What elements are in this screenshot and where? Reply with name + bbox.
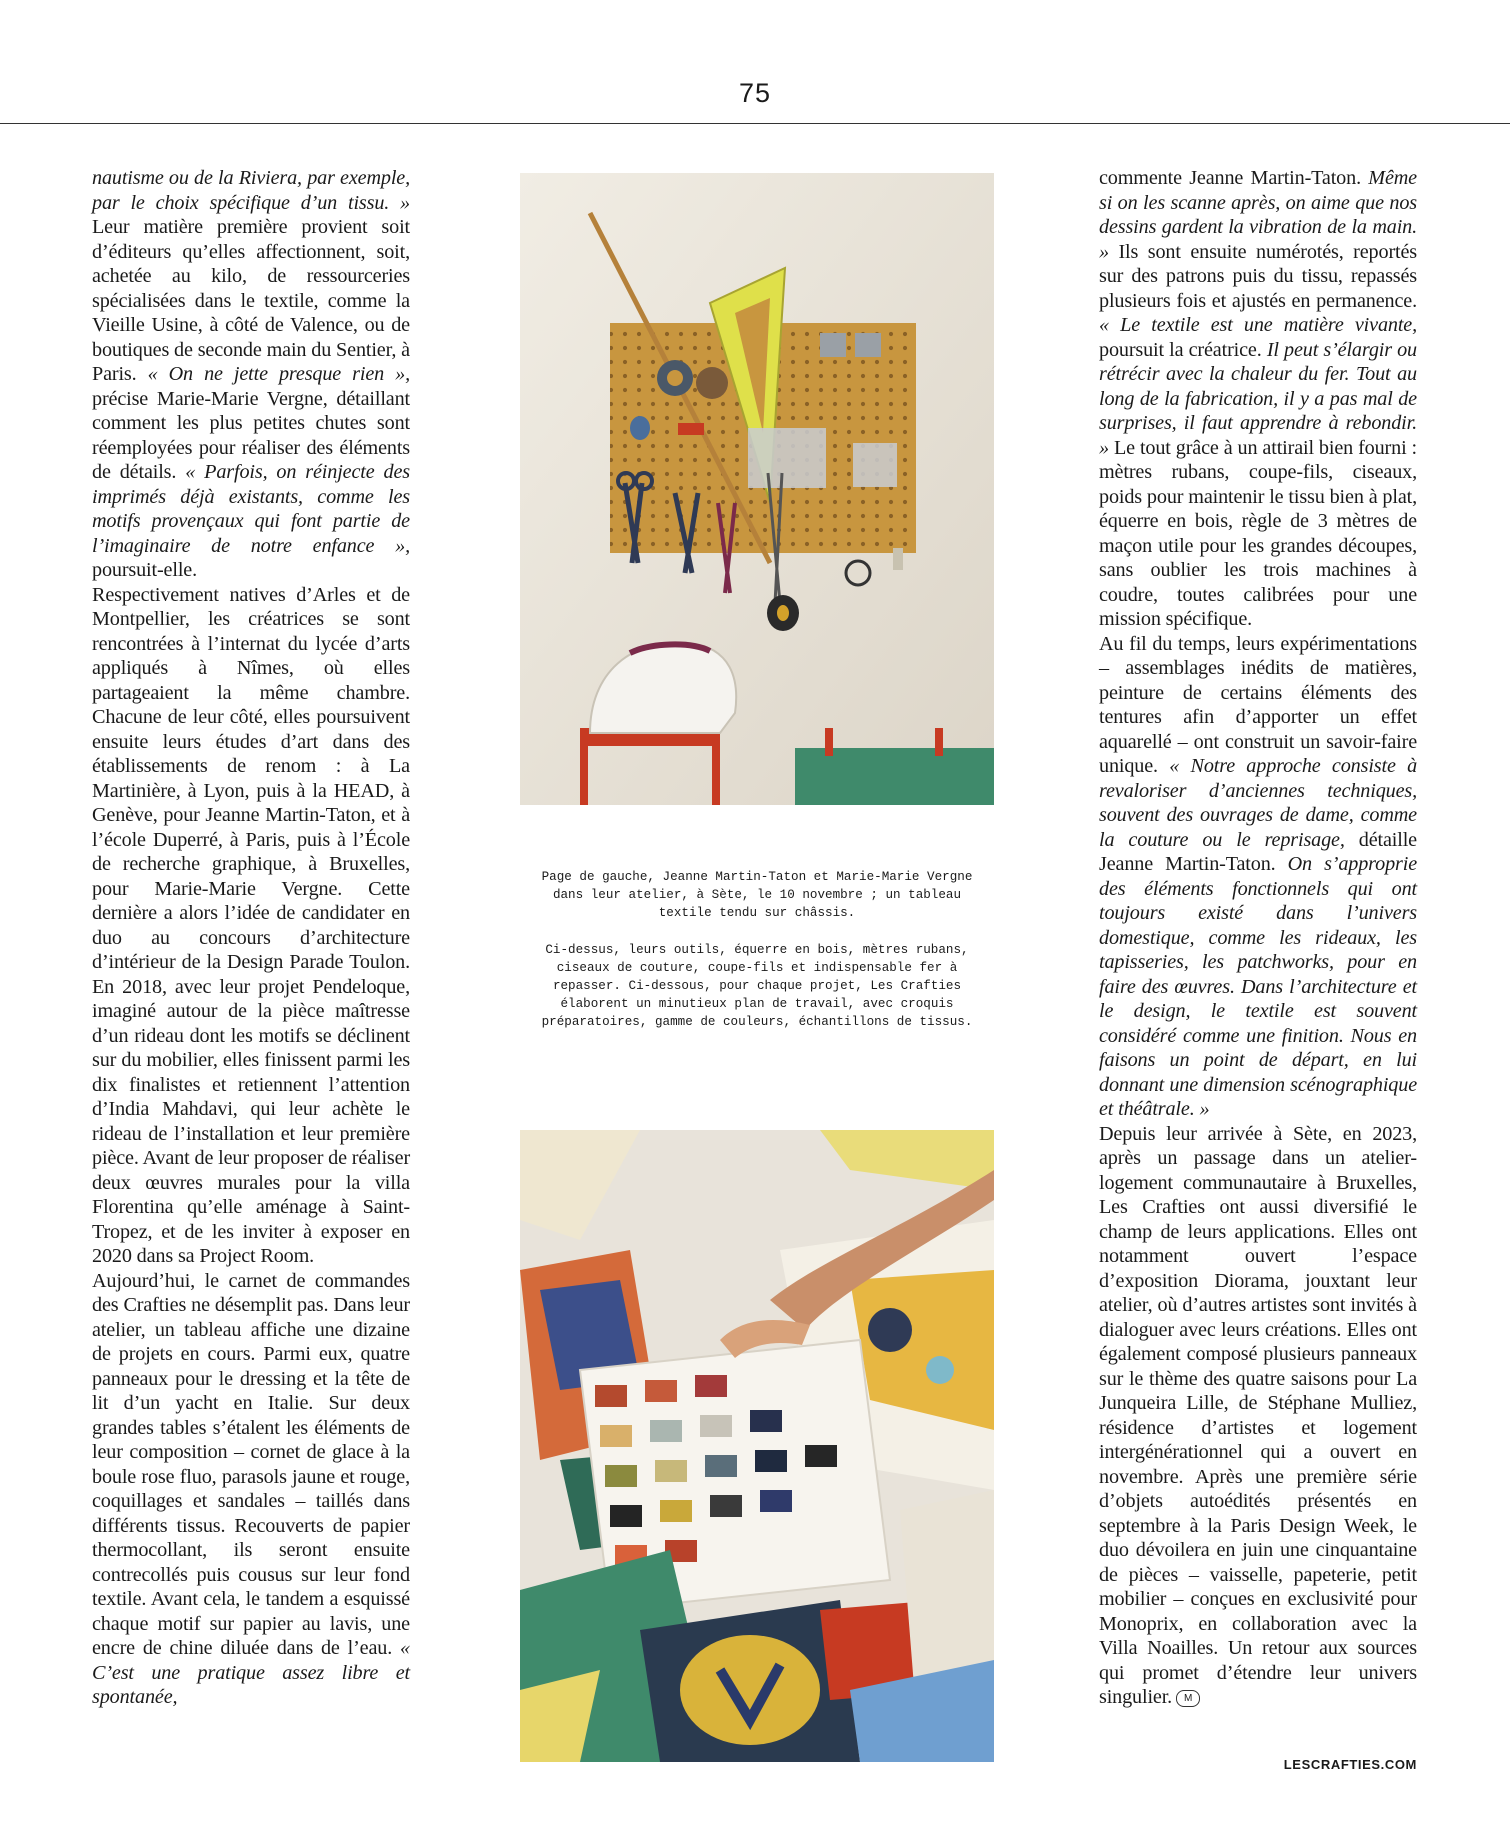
article-text: détaille Jeanne Martin-Taton. <box>1099 828 1417 875</box>
article-quote: « Parfois, on réinjecte des imprimés déjà existants, comme les motifs provençaux qui font partie de l’imaginaire de notre enfance », <box>92 461 410 557</box>
article-text: Depuis leur arrivée à Sète, en 2023, après un passage dans un atelier-logement communautaire à Bruxelles, Les Crafties ont aussi diversifié le champ de leurs applications. Elles ont notamment ouvert l’espace d’exposition Diorama, jouxtant leur atelier, où d’autres artistes sont invités à dialoguer avec leurs créations. Elles ont également composé plusieurs panneaux sur le thème des quatre saisons pour La Junqueira Lille, de Stéphane Mulliez, résidence d’artistes et logement intergénérationnel qui a ouvert en novembre. Après une première série d’objets autoédités présentés en septembre à la Paris Design Week, le duo dévoilera en juin une cinquantaine de pièces – vaisselle, papeterie, petit mobilier – conçues en exclusivité pour Monoprix, en collaboration avec la Villa Noailles. Un retour aux sources qui promet d’étendre leur univers singulier. <box>1099 1122 1417 1708</box>
header-rule <box>0 123 1510 124</box>
swatches-illustration <box>520 1130 994 1762</box>
article-text: Respectivement natives d’Arles et de Montpellier, les créatrices se sont rencontrées à l’internat du lycée d’arts appliqués à Nîmes, où elles partageaient la même chambre. Chacune de leur côté, elles poursuivent ensuite leurs études d’art dans des établissements de renom : à La Martinière, à Lyon, puis à la HEAD, à Genève, pour Jeanne Martin-Taton, et à l’école Duperré, à Paris, puis à l’École de recherche graphique, à Bruxelles, pour Marie-Marie Vergne. Cette dernière a alors l’idée de candidater en duo au concours d’architecture d’intérieur de la Design Parade Toulon. En 2018, avec leur projet Pendeloque, imaginé autour de la pièce maîtresse d’un rideau dont les motifs se déclinent sur du mobilier, elles finissent parmi les dix finalistes et retiennent l’attention d’India Mahdavi, qui leur achète le rideau de l’installation et leur première pièce. Avant de leur proposer de réaliser deux œuvres murales pour la villa Florentina qu’elle aménage à Saint-Tropez, et de les inviter à exposer en 2020 dans sa Project Room. <box>92 583 411 1267</box>
article-quote: « Le textile est une matière vivante, <box>1099 314 1417 336</box>
article-paragraph <box>92 583 410 1269</box>
article-quote: Il peut s’élargir ou rétrécir avec la chaleur du fer. Tout au long de la fabrication, il y a pas mal de surprises, il faut apprendre à rebondir. » <box>1099 338 1417 459</box>
article-quote: « C’est une pratique assez libre et spontanée, <box>92 1637 410 1708</box>
photo-tools-pegboard <box>520 173 994 805</box>
page-number: 75 <box>738 78 772 108</box>
article-column-left <box>92 166 410 1710</box>
article-text: précise Marie-Marie Vergne, détaillant comment les plus petites chutes sont réemployées pour réaliser des éléments de détails. <box>92 387 410 483</box>
article-text: commente Jeanne Martin-Taton. <box>1099 167 1369 189</box>
article-paragraph <box>1099 1122 1417 1710</box>
article-paragraph <box>92 1269 410 1710</box>
photo-caption <box>530 868 984 1032</box>
article-quote: On s’approprie des éléments fonctionnels qui ont toujours existé dans l’univers domestique, comme les rideaux, les tapisseries, les patchworks, pour en faire des œuvres. Dans l’architecture et le design, le textile est souvent considéré comme une finition. Nous en faisons un point de départ, en lui donnant une dimension scénographique et théâtrale. » <box>1099 853 1418 1120</box>
article-column-right <box>1099 166 1417 1710</box>
article-quote: « Notre approche consiste à revaloriser d’anciennes techniques, souvent des ouvrages de dame, comme la couture ou le reprisage, <box>1099 755 1418 851</box>
article-text: Ils sont ensuite numérotés, reportés sur des patrons puis du tissu, repassés plusieurs fois et ajustés en permanence. <box>1099 240 1417 312</box>
end-of-article-mark: M <box>1176 1690 1200 1707</box>
article-text: Aujourd’hui, le carnet de commandes des Crafties ne désemplit pas. Dans leur atelier, un tableau affiche une dizaine de projets en cours. Parmi eux, quatre panneaux pour le dressing et la tête de lit d’un yacht en Italie. Sur deux grandes tables s’étalent les éléments de leur composition – cornet de glace à la boule rose fluo, parasols jaune et rouge, coquillages et sandales – taillés dans différents tissus. Recouverts de papier thermocollant, ils seront ensuite contrecollés puis cousus sur leur fond textile. Avant cela, le tandem a esquissé chaque motif sur papier au lavis, une encre de chine diluée dans de l’eau. <box>92 1269 410 1659</box>
photo-fabric-swatches <box>520 1130 994 1762</box>
article-text: poursuit la créatrice. <box>1099 338 1267 361</box>
article-text: poursuit-elle. <box>92 559 197 581</box>
article-paragraph <box>1099 166 1417 632</box>
caption-paragraph-1: Page de gauche, Jeanne Martin-Taton et Marie-Marie Vergne dans leur atelier, à Sète, le 10 novembre ; un tableau textile tendu sur châssis. <box>541 870 973 921</box>
website-credit[interactable]: LESCRAFTIES.COM <box>1283 1757 1417 1772</box>
tools-illustration <box>520 173 994 805</box>
article-text: Le tout grâce à un attirail bien fourni : mètres rubans, coupe-fils, ciseaux, poids pour maintenir le tissu bien à plat, équerre en bois, règle de 3 mètres de maçon utile pour les grandes découpes, sans oublier les trois machines à coudre, toutes calibrées pour une mission spécifique. <box>1099 436 1417 630</box>
article-quote: Même si on les scanne après, on aime que nos dessins gardent la vibration de la main. » <box>1099 167 1417 263</box>
article-paragraph <box>1099 632 1417 1122</box>
article-text: Au fil du temps, leurs expérimentations – assemblages inédits de matières, peinture de certains éléments des tentures afin d’apporter un effet aquarellé – ont construit un savoir-faire unique. <box>1099 632 1417 777</box>
article-quote: « On ne jette presque rien », <box>147 363 411 385</box>
article-paragraph <box>92 166 410 583</box>
caption-paragraph-2: Ci-dessus, leurs outils, équerre en bois, mètres rubans, ciseaux de couture, coupe-fils et indispensable fer à repasser. Ci-dessous, pour chaque projet, Les Crafties élaborent un minutieux plan de travail, avec croquis préparatoires, gamme de couleurs, échantillons de tissus. <box>541 942 973 1030</box>
article-text: Leur matière première provient soit d’éditeurs qu’elles affectionnent, soit, achetée au kilo, de ressourceries spécialisées dans le textile, comme la Vieille Usine, à côté de Valence, ou de boutiques de seconde main du Sentier, à Paris. <box>92 216 410 385</box>
article-quote: nautisme ou de la Riviera, par exemple, par le choix spécifique d’un tissu. » <box>92 167 410 214</box>
